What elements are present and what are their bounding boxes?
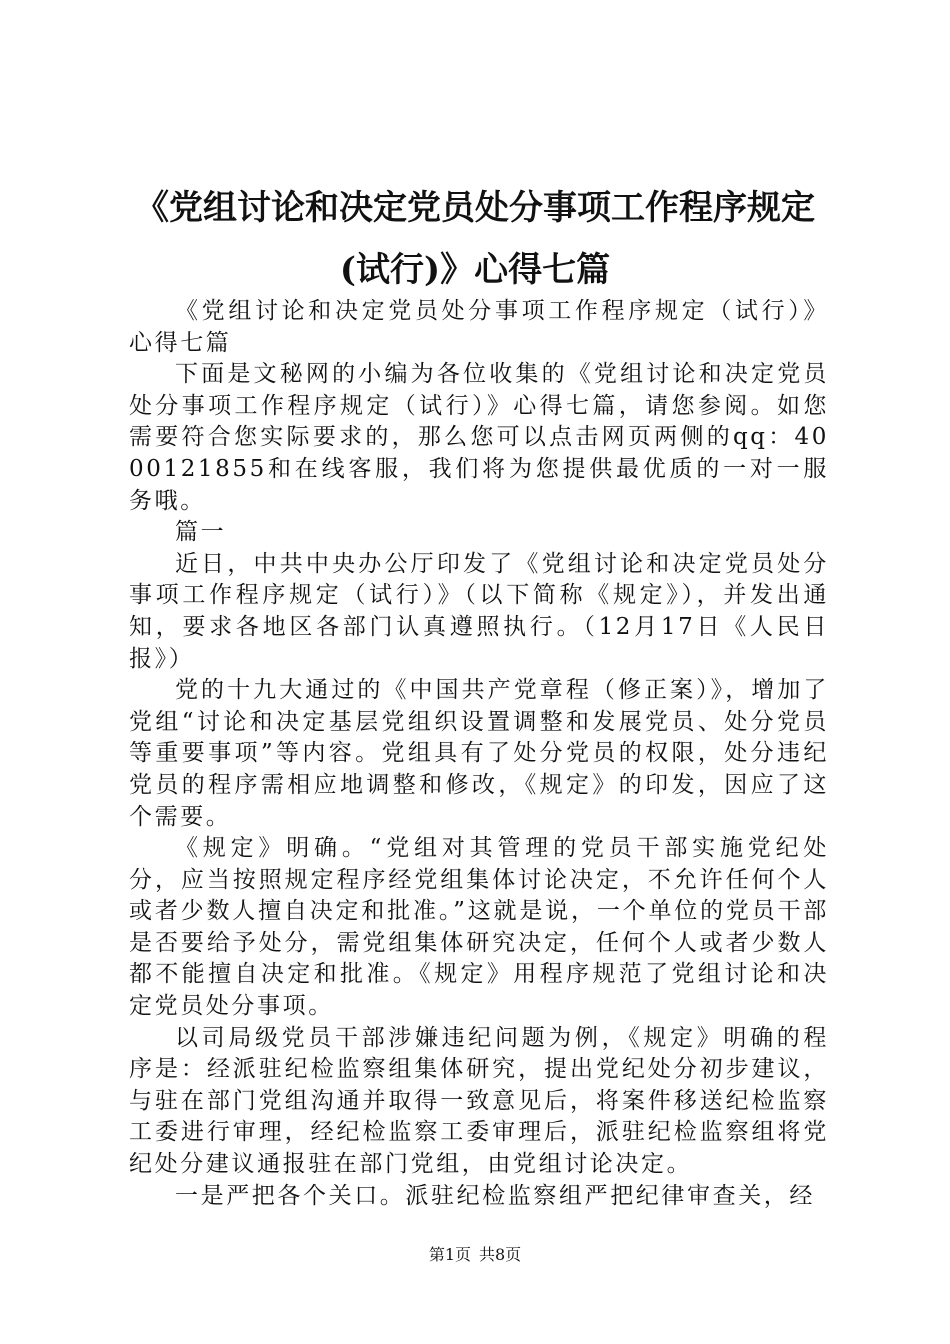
paragraph-subtitle: 《党组讨论和决定党员处分事项工作程序规定（试行）》心得七篇 (129, 298, 829, 356)
page-number-total: 共8页 (479, 1245, 522, 1264)
paragraph: 一是严把各个关口。派驻纪检监察组严把纪律审查关，经 (175, 1182, 815, 1209)
document-title-line-1: 《党组讨论和决定党员处分事项工作程序规定 (135, 188, 815, 228)
paragraph: 以司局级党员干部涉嫌违纪问题为例，《规定》明确的程序是：经派驻纪检监察组集体研究，提出党纪处分初步建议，与驻在部门党组沟通并取得一致意见后，将案件移送纪检监察工委进行审理，经纪检监察工委审理后，派驻纪检监察组将党纪处分建议通报驻在部门党组，由党组讨论决定。 (129, 1024, 829, 1178)
paragraph: 《规定》明确。“党组对其管理的党员干部实施党纪处分，应当按照规定程序经党组集体讨论决定，不允许任何个人或者少数人擅自决定和批准。”这就是说，一个单位的党员干部是否要给予处分，需党组集体研究决定，任何个人或者少数人都不能擅自决定和批准。《规定》用程序规范了党组讨论和决定党员处分事项。 (129, 835, 829, 1020)
paragraph: 近日，中共中央办公厅印发了《党组讨论和决定党员处分事项工作程序规定（试行）》（以下简称《规定》），并发出通知，要求各地区各部门认真遵照执行。（12月17日《人民日报》） (129, 550, 829, 672)
paragraph-intro: 下面是文秘网的小编为各位收集的《党组讨论和决定党员处分事项工作程序规定（试行）》心得七篇，请您参阅。如您需要符合您实际要求的，那么您可以点击网页两侧的qq：4000121855和在线客服，我们将为您提供最优质的一对一服务哦。 (129, 361, 829, 514)
page-footer (0, 1245, 950, 1265)
document-title-line-2: (试行)》心得七篇 (339, 250, 611, 290)
paragraph: 党的十九大通过的《中国共产党章程（修正案）》，增加了党组“讨论和决定基层党组织设置调整和发展党员、处分党员等重要事项”等内容。党组具有了处分党员的权限，处分违纪党员的程序需相应地调整和修改，《规定》的印发，因应了这个需要。 (129, 677, 829, 830)
paragraph-section-heading: 篇一 (175, 519, 227, 546)
page-number-current: 第1页 (428, 1245, 471, 1264)
document-body (129, 296, 829, 1212)
